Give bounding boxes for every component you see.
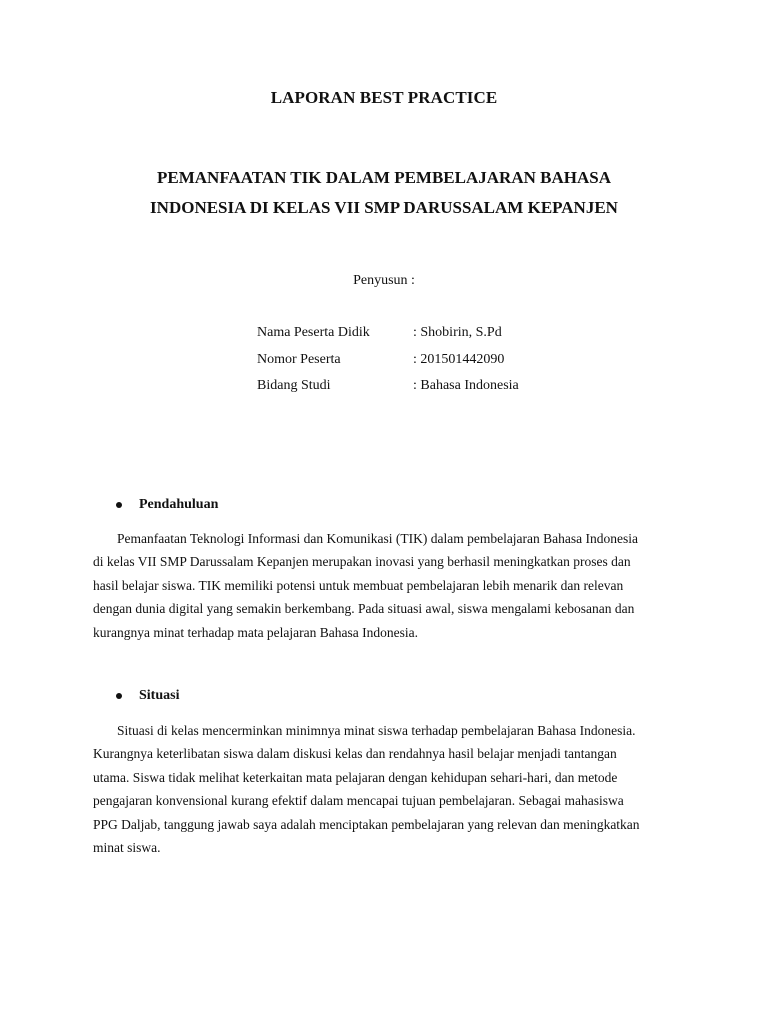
subtitle-line-2: INDONESIA DI KELAS VII SMP DARUSSALAM KEPANJEN [150, 198, 618, 217]
paragraph-line: PPG Daljab, tanggung jawab saya adalah menciptakan pembelajaran yang relevan dan meningkatkan [93, 816, 640, 832]
section-paragraph-pendahuluan [93, 527, 678, 644]
bullet-icon [116, 502, 122, 508]
paragraph-line: utama. Siswa tidak melihat keterkaitan mata pelajaran dengan kehidupan sehari-hari, dan metode [93, 769, 618, 785]
section-heading-text: Situasi [139, 688, 180, 703]
info-row-name [257, 322, 519, 349]
info-row-subject [257, 375, 519, 402]
info-row-number [257, 349, 519, 376]
info-key: Nomor Peserta [257, 351, 341, 367]
section-paragraph-situasi [93, 719, 678, 859]
info-value: : Bahasa Indonesia [413, 378, 519, 393]
paragraph-line: hasil belajar siswa. TIK memiliki potensi untuk membuat pembelajaran lebih menarik dan relevan [93, 577, 624, 593]
bullet-icon [116, 693, 122, 699]
info-value: : 201501442090 [413, 351, 505, 367]
paragraph-line: minat siswa. [93, 840, 161, 856]
paragraph-line: kurangnya minat terhadap mata pelajaran Bahasa Indonesia. [93, 624, 418, 640]
info-key: Nama Peserta Didik [257, 325, 370, 340]
info-value: : Shobirin, S.Pd [413, 325, 502, 340]
paragraph-line: pengajaran konvensional kurang efektif dalam mencapai tujuan pembelajaran. Sebagai mahasiswa [93, 793, 624, 809]
paragraph-line: Pemanfaatan Teknologi Informasi dan Komunikasi (TIK) dalam pembelajaran Bahasa Indonesia [117, 531, 639, 546]
info-key: Bidang Studi [257, 378, 331, 393]
subtitle-line-1: PEMANFAATAN TIK DALAM PEMBELAJARAN BAHASA [157, 168, 611, 187]
paragraph-line: dengan dunia digital yang semakin berkembang. Pada situasi awal, siswa mengalami kebosanan dan [93, 601, 635, 617]
document-subtitle [100, 163, 668, 223]
paragraph-line: di kelas VII SMP Darussalam Kepanjen merupakan inovasi yang berhasil meningkatkan proses dan [93, 554, 631, 570]
paragraph-line: Kurangnya keterlibatan siswa dalam diskusi kelas dan rendahnya hasil belajar menjadi tantangan [93, 746, 617, 762]
document-title: LAPORAN BEST PRACTICE [270, 88, 498, 107]
author-label: Penyusun : [353, 273, 415, 288]
section-heading-pendahuluan [116, 495, 218, 515]
paragraph-line: Situasi di kelas mencerminkan minimnya minat siswa terhadap pembelajaran Bahasa Indonesia. [117, 723, 636, 738]
author-info-table [257, 322, 519, 402]
section-heading-situasi [116, 686, 179, 706]
section-heading-text: Pendahuluan [139, 497, 219, 512]
